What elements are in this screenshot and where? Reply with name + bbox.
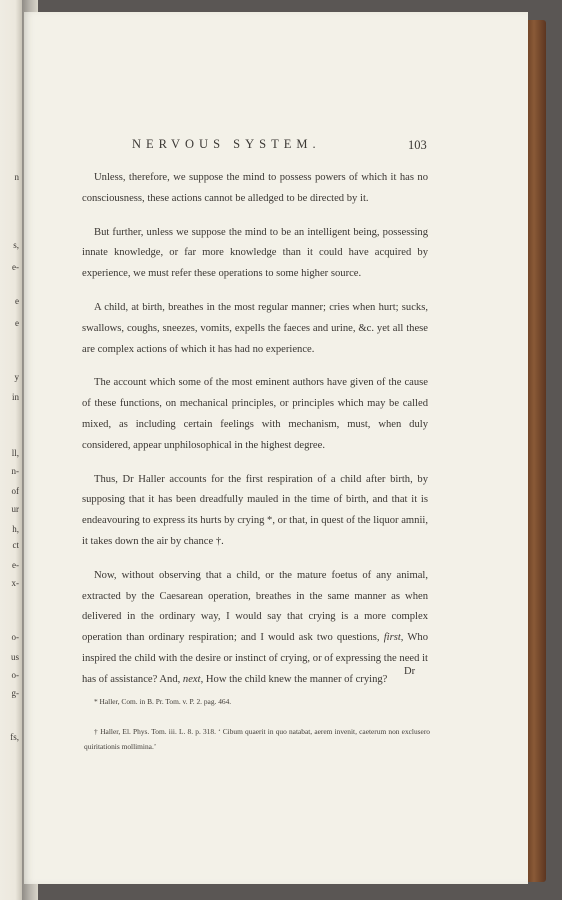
paragraph: Thus, Dr Haller accounts for the first respiration of a child after birth, by supposing that it has been dreadfully mauled in the time of birth, and that it is endeavouring to express its hurts by crying *, or that, in quest of the liquor amnii, it takes down the air by chance †. [82, 473, 428, 547]
margin-fragment: e [15, 296, 19, 306]
margin-fragment: ur [11, 504, 19, 514]
paragraph: The account which some of the most eminent authors have given of the cause of these functions, on mechanical principles, or principles which may be called mixed, as including certain feelings with mechanism, must, when duly considered, appear unphilosophical in the highest degree. [82, 377, 428, 451]
paragraph: Unless, therefore, we suppose the mind to possess powers of which it has no consciousness, these actions cannot be alledged to be directed by it. [82, 172, 428, 204]
catchword: Dr [404, 666, 416, 677]
facing-page-edge [0, 0, 22, 900]
margin-fragment: ll, [11, 448, 19, 458]
margin-fragment: g- [11, 688, 19, 698]
italic-word: first, [383, 632, 404, 644]
paragraph-text: Now, without observing that a child, or the mature foetus of any animal, extracted by the Caesarean operation, breathes in the same manner as when delivered in the ordinary way, I would say that crying is a more complex operation than ordinary respiration; and I would ask two questions, [82, 569, 428, 644]
body-text [82, 168, 428, 703]
paragraph: A child, at birth, breathes in the most regular manner; cries when hurt; sucks, swallows, coughs, sneezes, vomits, expells the faeces and urine, &c. yet all these are complex actions of which it has had no experience. [82, 301, 428, 355]
book-page-edges [526, 20, 546, 882]
italic-word: next, [182, 673, 204, 685]
margin-fragment: e [15, 318, 19, 328]
paragraph: But further, unless we suppose the mind to be an intelligent being, possessing innate knowledge, or far more knowledge than it could have acquired by experience, we must refer these operations to some higher source. [82, 226, 428, 280]
footnote: * Haller, Com. in B. Pr. Tom. v. P. 2. pag. 464. [94, 697, 232, 706]
margin-fragment: e- [12, 262, 19, 272]
margin-fragment: x- [11, 578, 19, 588]
margin-fragment: us [10, 652, 19, 662]
margin-fragment: of [11, 486, 19, 496]
margin-fragment: ct [12, 540, 19, 550]
running-head: NERVOUS SYSTEM. [132, 137, 321, 151]
margin-fragment: e- [12, 560, 19, 570]
page-number: 103 [408, 138, 427, 152]
margin-fragment: o- [11, 632, 19, 642]
book-page [24, 12, 528, 884]
margin-fragment: in [11, 392, 19, 402]
margin-fragment: n- [11, 466, 19, 476]
paragraph-text: Who inspired the child with the desire or instinct of crying, or of expressing the need it has of assistance? And, [82, 632, 428, 685]
margin-fragment: fs, [10, 732, 19, 742]
margin-fragment: n [14, 172, 19, 182]
paragraph [82, 566, 428, 691]
margin-fragment: s, [13, 240, 19, 250]
margin-fragment: y [14, 372, 19, 382]
margin-fragment: h, [12, 524, 19, 534]
footnote: † Haller, El. Phys. Tom. iii. L. 8. p. 318. ‘ Cibum quaerit in quo natabat, aerem invenit, caeterum non exclusero quiritationis mollimina.’ [84, 727, 430, 751]
paragraph-text: How the child knew the manner of crying? [203, 673, 388, 685]
margin-fragment: o- [11, 670, 19, 680]
